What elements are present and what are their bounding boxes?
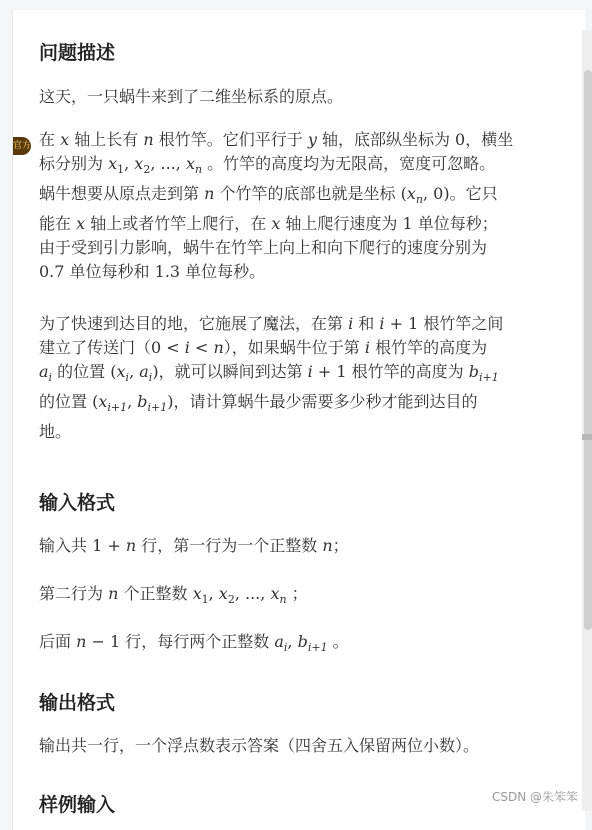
scrollbar-thumb[interactable]	[584, 70, 592, 630]
problem-card	[12, 10, 585, 830]
section-title-description: 问题描述	[39, 42, 116, 64]
official-badge: 官方	[13, 137, 31, 155]
section-title-output: 输出格式	[39, 692, 116, 714]
paragraph-bamboo: 在 x 轴上长有 n 根竹竿。它们平行于 y 轴，底部纵坐标为 0，横坐 标分别为 $x_1$, $x_2$, ..., $x_n$ 。竹竿的高度均为无限高，宽度可忽略。 蜗牛想要从原点走到第 n 个竹竿的底部也就是坐标 ($x_n$, 0)。它只 能在 x 轴上或者竹竿上爬行，在 x 轴上爬行速度为 1 单位每秒； 由于受到引力影响，蜗牛在竹竿上向上和向下爬行的速度分别为 0.7 单位每秒和 1.3 单位每秒。	[39, 130, 514, 282]
output-line-1: 输出共一行，一个浮点数表示答案（四舍五入保留两位小数）。	[39, 736, 480, 755]
input-line-1: 输入共 1 + n 行，第一行为一个正整数 n；	[39, 536, 349, 555]
input-line-2: 第二行为 n 个正整数 $x_1$, $x_2$, ..., $x_n$ ；	[39, 584, 308, 607]
input-line-3: 后面 n − 1 行，每行两个正整数 $a_i$, $b_{i+1}$ 。	[39, 632, 349, 655]
section-title-sample-input: 样例输入	[39, 794, 116, 816]
paragraph-intro: 这天，一只蜗牛来到了二维坐标系的原点。	[39, 87, 344, 106]
section-title-input: 输入格式	[39, 492, 116, 514]
scrollbar-marker	[582, 434, 592, 440]
vertical-scrollbar[interactable]	[582, 30, 592, 811]
paragraph-portal: 为了快速到达目的地，它施展了魔法，在第 i 和 i + 1 根竹竿之间 建立了传送门（0 < i < n），如果蜗牛位于第 i 根竹竿的高度为 $a_i$ 的位置 ($x_i$, $a_i$)，就可以瞬间到达第 i + 1 根竹竿的高度为 $b_{i+1}$ 的位置 ($x_{i+1}$, $b_{i+1}$)，请计算蜗牛最少需要多少秒才能到达目的 地。	[39, 314, 504, 442]
csdn-watermark: CSDN @朱笨笨	[491, 790, 578, 804]
